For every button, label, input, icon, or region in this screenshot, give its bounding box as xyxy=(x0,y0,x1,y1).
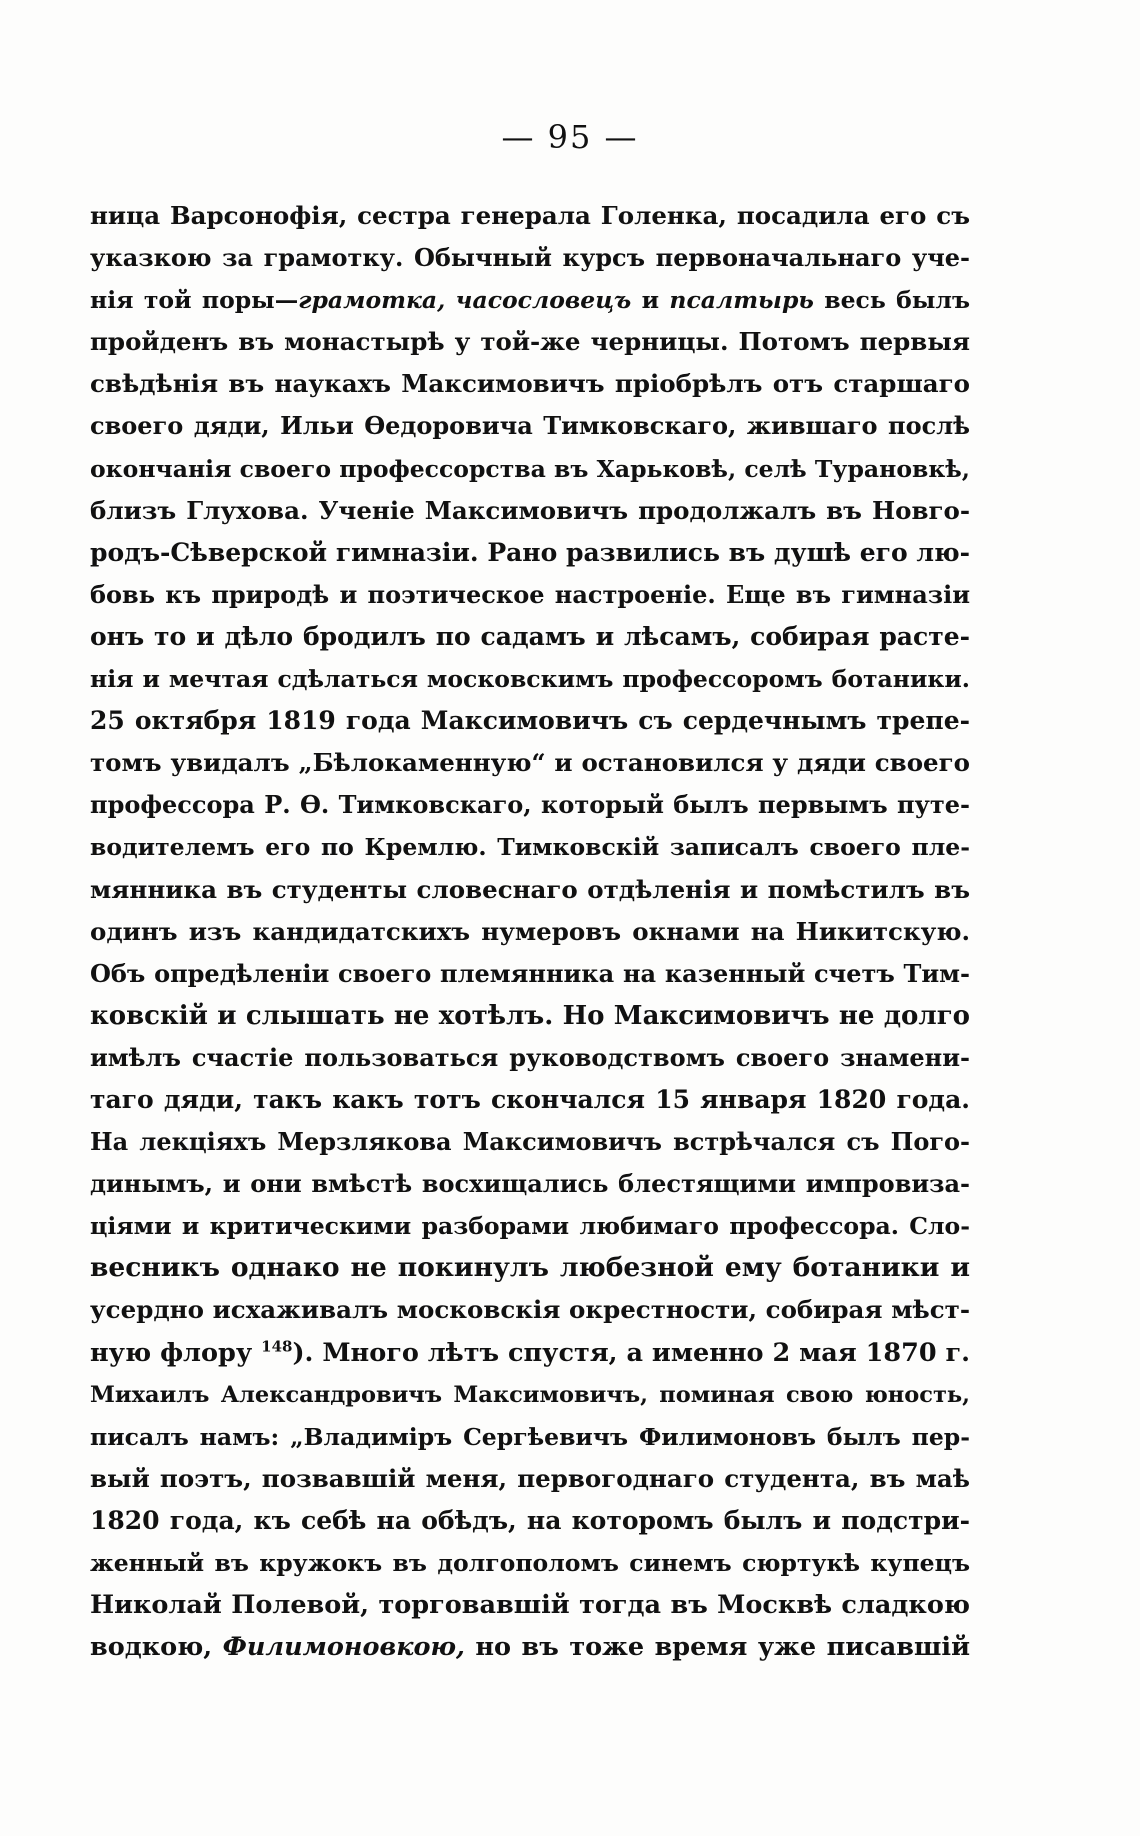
text-segment: свѣдѣнія въ наукахъ Максимовичъ пріобрѣлъ отъ старшаго xyxy=(90,369,970,399)
text-line xyxy=(90,448,970,490)
text-segment: указкою за грамотку. Обычный курсъ первоначальнаго уче- xyxy=(90,243,970,273)
page-number: — 95 — xyxy=(501,118,639,156)
text-segment: имѣлъ счастіе пользоваться руководствомъ своего знамени- xyxy=(90,1042,970,1072)
text-segment: нія той поры— xyxy=(90,286,299,315)
text-line xyxy=(90,1121,970,1163)
text-line xyxy=(90,1542,970,1584)
text-line xyxy=(90,953,970,995)
text-line xyxy=(90,826,970,868)
text-line xyxy=(90,532,970,574)
text-segment: ница Варсонофія, сестра генерала Голенка, посадила его съ xyxy=(90,201,970,230)
text-line xyxy=(90,911,970,953)
text-line xyxy=(90,1458,970,1500)
text-segment: бовь къ природѣ и поэтическое настроеніе. Еще въ гимназіи xyxy=(90,579,970,609)
text-line xyxy=(90,1500,970,1542)
text-segment: ціями и критическими разборами любимаго профессора. Сло- xyxy=(90,1212,970,1241)
text-line xyxy=(90,1626,970,1668)
text-segment: окончанія своего профессорства въ Харьковѣ, селѣ Турановкѣ, xyxy=(90,454,970,483)
text-line xyxy=(90,195,970,237)
text-segment: писалъ намъ: „Владиміръ Сергѣевичъ Филимоновъ былъ пер- xyxy=(90,1422,970,1451)
text-line xyxy=(90,1584,970,1626)
text-segment: близъ Глухова. Ученіе Максимовичъ продолжалъ въ Новго- xyxy=(90,495,970,525)
text-segment: водителемъ его по Кремлю. Тимковскій записалъ своего пле- xyxy=(90,833,970,862)
text-line xyxy=(90,658,970,700)
text-line xyxy=(90,1289,970,1331)
text-line xyxy=(90,321,970,363)
text-segment: На лекціяхъ Мерзлякова Максимовичъ встрѣчался съ Пого- xyxy=(90,1127,970,1157)
text-segment: но въ тоже время уже писавшій xyxy=(464,1632,970,1663)
text-segment: женный въ кружокъ въ долгополомъ синемъ сюртукѣ купецъ xyxy=(90,1549,970,1577)
text-segment: 25 октября 1819 года Максимовичъ съ сердечнымъ трепе- xyxy=(90,706,970,736)
text-segment: динымъ, и они вмѣстѣ восхищались блестящими импровиза- xyxy=(90,1169,970,1199)
text-line xyxy=(90,279,970,321)
text-line xyxy=(90,700,970,742)
text-segment: пройденъ въ монастырѣ у той-же черницы. Потомъ первыя xyxy=(90,327,970,357)
text-segment: одинъ изъ кандидатскихъ нумеровъ окнами на Никитскую. xyxy=(90,916,970,946)
text-line xyxy=(90,1079,970,1121)
text-segment: и xyxy=(631,286,670,315)
text-line xyxy=(90,237,970,279)
text-segment: ную флору xyxy=(90,1337,262,1368)
text-segment: профессора Р. Ѳ. Тимковскаго, который былъ первымъ путе- xyxy=(90,790,970,820)
body-text xyxy=(90,195,970,1668)
text-segment: родъ-Сѣверской гимназіи. Рано развились въ душѣ его лю- xyxy=(90,537,970,567)
footnote-ref: 148 xyxy=(261,1337,293,1356)
text-segment: ). Много лѣтъ спустя, а именно 2 мая 1870 г. xyxy=(292,1337,970,1368)
text-line xyxy=(90,995,970,1037)
text-segment: вый поэтъ, позвавшій меня, первогоднаго студента, въ маѣ xyxy=(90,1463,970,1493)
text-line xyxy=(90,363,970,405)
text-segment xyxy=(445,286,455,314)
italic-term: Филимоновкою, xyxy=(222,1632,465,1663)
text-line xyxy=(90,405,970,447)
text-segment: усердно исхаживалъ московскія окрестности, собирая мѣст- xyxy=(90,1295,970,1325)
text-line xyxy=(90,784,970,826)
text-segment: Объ опредѣленіи своего племянника на казенный счетъ Тим- xyxy=(90,958,970,988)
text-segment: мянника въ студенты словеснаго отдѣленія и помѣстилъ въ xyxy=(90,874,970,904)
text-line xyxy=(90,616,970,658)
text-line xyxy=(90,490,970,532)
text-line xyxy=(90,1247,970,1289)
text-segment: своего дяди, Ильи Ѳедоровича Тимковскаго, жившаго послѣ xyxy=(90,411,970,441)
text-line xyxy=(90,869,970,911)
text-segment: 1820 года, къ себѣ на обѣдъ, на которомъ былъ и подстри- xyxy=(90,1505,970,1535)
text-line xyxy=(90,574,970,616)
text-segment: весникъ однако не покинулъ любезной ему ботаники и xyxy=(90,1252,970,1284)
text-segment: Михаилъ Александровичъ Максимовичъ, поминая свою юность, xyxy=(90,1381,970,1408)
text-segment: Николай Полевой, торговавшій тогда въ Москвѣ сладкою xyxy=(90,1590,970,1621)
text-line xyxy=(90,1374,970,1416)
text-segment: таго дяди, такъ какъ тотъ скончался 15 января 1820 года. xyxy=(90,1084,970,1114)
text-segment: водкою, xyxy=(90,1632,223,1663)
text-line xyxy=(90,742,970,784)
text-segment: ковскій и слышать не хотѣлъ. Но Максимовичъ не долго xyxy=(90,1000,970,1031)
italic-term: псалтырь xyxy=(669,286,814,315)
text-line xyxy=(90,1332,970,1374)
text-segment: весь былъ xyxy=(813,286,970,315)
text-segment: онъ то и дѣло бродилъ по садамъ и лѣсамъ, собирая расте- xyxy=(90,621,970,651)
text-line xyxy=(90,1163,970,1205)
text-segment: томъ увидалъ „Бѣлокаменную“ и остановился у дяди своего xyxy=(90,748,970,778)
text-line xyxy=(90,1416,970,1458)
text-segment: нія и мечтая сдѣлаться московскимъ профессоромъ ботаники. xyxy=(90,665,970,694)
italic-term: часословецъ xyxy=(455,286,632,315)
text-line xyxy=(90,1037,970,1079)
italic-term: грамотка, xyxy=(298,286,446,315)
text-line xyxy=(90,1205,970,1247)
